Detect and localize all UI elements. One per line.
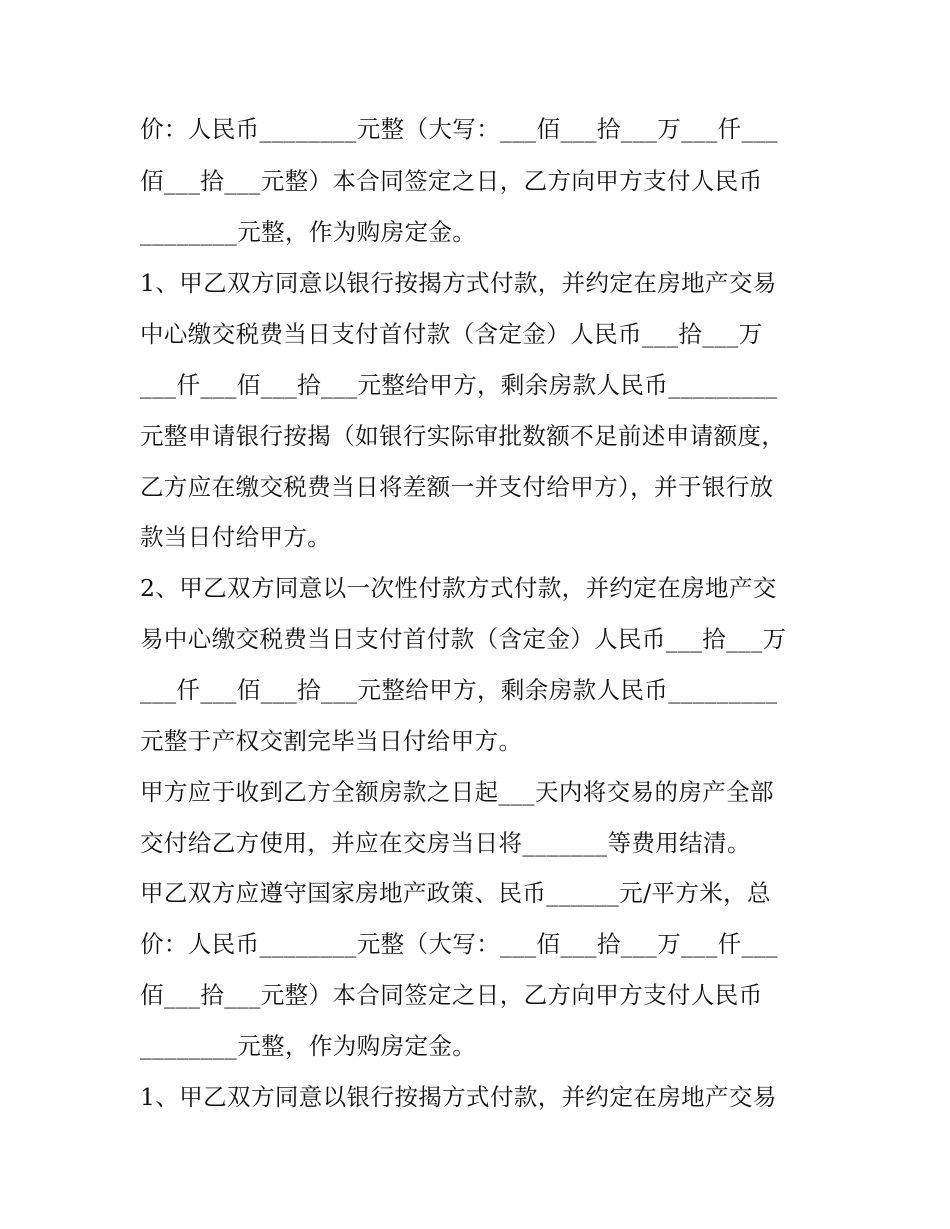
- text-line: 乙方应在缴交税费当日将差额一并支付给甲方），并于银行放: [140, 473, 774, 501]
- text-line: ___仟___佰___拾___元整给甲方，剩余房款人民币_________: [140, 676, 778, 704]
- text-line: 中心缴交税费当日支付首付款（含定金）人民币___拾___万: [140, 320, 763, 348]
- text-line: 1、甲乙双方同意以银行按揭方式付款，并约定在房地产交易: [140, 269, 777, 297]
- text-line: 价：人民币________元整（大写：___佰___拾___万___仟___: [140, 930, 778, 958]
- text-line: 价：人民币________元整（大写：___佰___拾___万___仟___: [140, 115, 778, 143]
- text-line: 交付给乙方使用，并应在交房当日将_______等费用结清。: [140, 829, 751, 857]
- text-line: 甲方应于收到乙方全额房款之日起___天内将交易的房产全部: [140, 778, 774, 806]
- text-line: 易中心缴交税费当日支付首付款（含定金）人民币___拾___万: [140, 625, 787, 653]
- text-line: 甲乙双方应遵守国家房地产政策、民币______元/平方米，总: [140, 879, 771, 907]
- text-line: ________元整，作为购房定金。: [140, 1032, 477, 1060]
- text-line: 1、甲乙双方同意以银行按揭方式付款，并约定在房地产交易: [140, 1083, 777, 1111]
- text-line: ________元整，作为购房定金。: [140, 218, 477, 246]
- text-line: 款当日付给甲方。: [140, 523, 332, 551]
- text-line: 元整于产权交割完毕当日付给甲方。: [140, 727, 523, 755]
- text-line: ___仟___佰___拾___元整给甲方，剩余房款人民币_________: [140, 371, 778, 399]
- text-line: 2、甲乙双方同意以一次性付款方式付款，并约定在房地产交: [140, 574, 777, 602]
- text-line: 佰___拾___元整）本合同签定之日，乙方向甲方支付人民币: [140, 981, 763, 1009]
- text-line: 元整申请银行按揭（如银行实际审批数额不足前述申请额度，: [140, 422, 786, 450]
- text-line: 佰___拾___元整）本合同签定之日，乙方向甲方支付人民币: [140, 167, 763, 195]
